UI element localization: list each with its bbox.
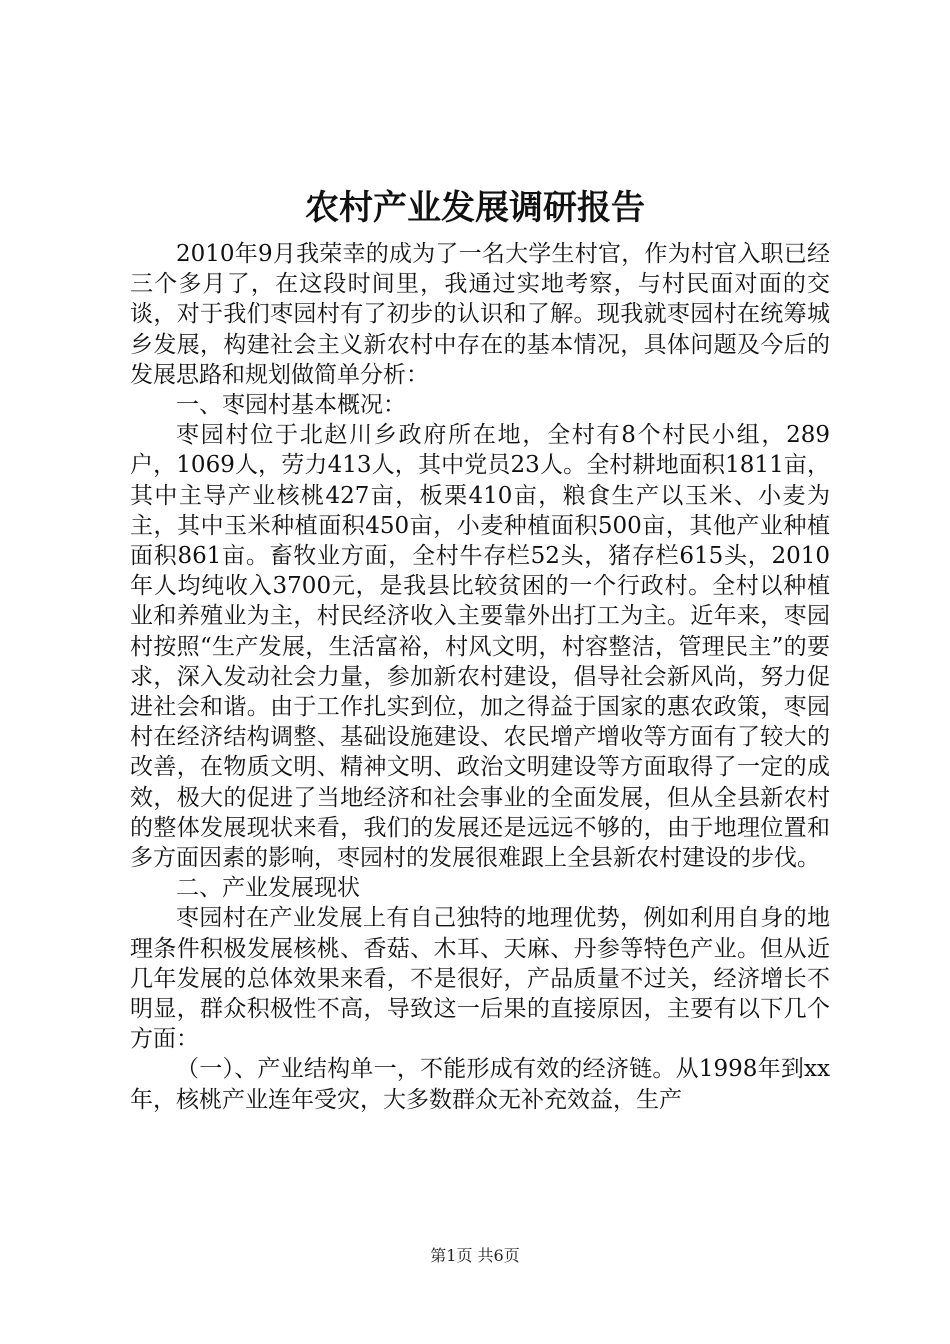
overview-paragraph: 枣园村位于北赵川乡政府所在地，全村有8个村民小组，289户，1069人，劳力413人，其中党员23人。全村耕地面积1811亩，其中主导产业核桃427亩，板栗410亩，粮食生产以玉米、小麦为主，其中玉米种植面积450亩，小麦种植面积500亩，其他产业种植面积861亩。畜牧业方面，全村牛存栏52头，猪存栏615头，2010年人均纯收入3700元，是我县比较贫困的一个行政村。全村以种植业和养殖业为主，村民经济收入主要靠外出打工为主。近年来，枣园村按照“生产发展，生活富裕，村风文明，村容整洁，管理民主”的要求，深入发动社会力量，参加新农村建设，倡导社会新风尚，努力促进社会和谐。由于工作扎实到位，加之得益于国家的惠农政策，枣园村在经济结构调整、基础设施建设、农民增产增收等方面有了较大的改善，在物质文明、精神文明、政治文明建设等方面取得了一定的成效，极大的促进了当地经济和社会事业的全面发展，但从全县新农村的整体发展现状来看，我们的发展还是远远不够的，由于地理位置和多方面因素的影响，枣园村的发展很难跟上全县新农村建设的步伐。 [130, 422, 830, 872]
subsection-paragraph-1: （一）、产业结构单一，不能形成有效的经济链。从1998年到xx年，核桃产业连年受灾，大多数群众无补充效益，生产 [130, 1056, 830, 1113]
page-footer: 第1页 共6页 [430, 1246, 520, 1265]
section-heading-industry-status: 二、产业发展现状 [176, 875, 360, 902]
industry-status-paragraph: 枣园村在产业发展上有自己独特的地理优势，例如利用自身的地理条件积极发展核桃、香菇、木耳、天麻、丹参等特色产业。但从近几年发展的总体效果来看，不是很好，产品质量不过关，经济增长不明显，群众积极性不高，导致这一后果的直接原因，主要有以下几个方面： [130, 905, 830, 1053]
section-heading-overview: 一、枣园村基本概况： [176, 392, 406, 419]
document-body [130, 239, 830, 1115]
document-title: 农村产业发展调研报告 [305, 188, 645, 228]
intro-paragraph: 2010年9月我荣幸的成为了一名大学生村官，作为村官入职已经三个多月了，在这段时间里，我通过实地考察，与村民面对面的交谈，对于我们枣园村有了初步的认识和了解。现我就枣园村在统筹城乡发展，构建社会主义新农村中存在的基本情况，具体问题及今后的发展思路和规划做简单分析： [130, 241, 830, 388]
